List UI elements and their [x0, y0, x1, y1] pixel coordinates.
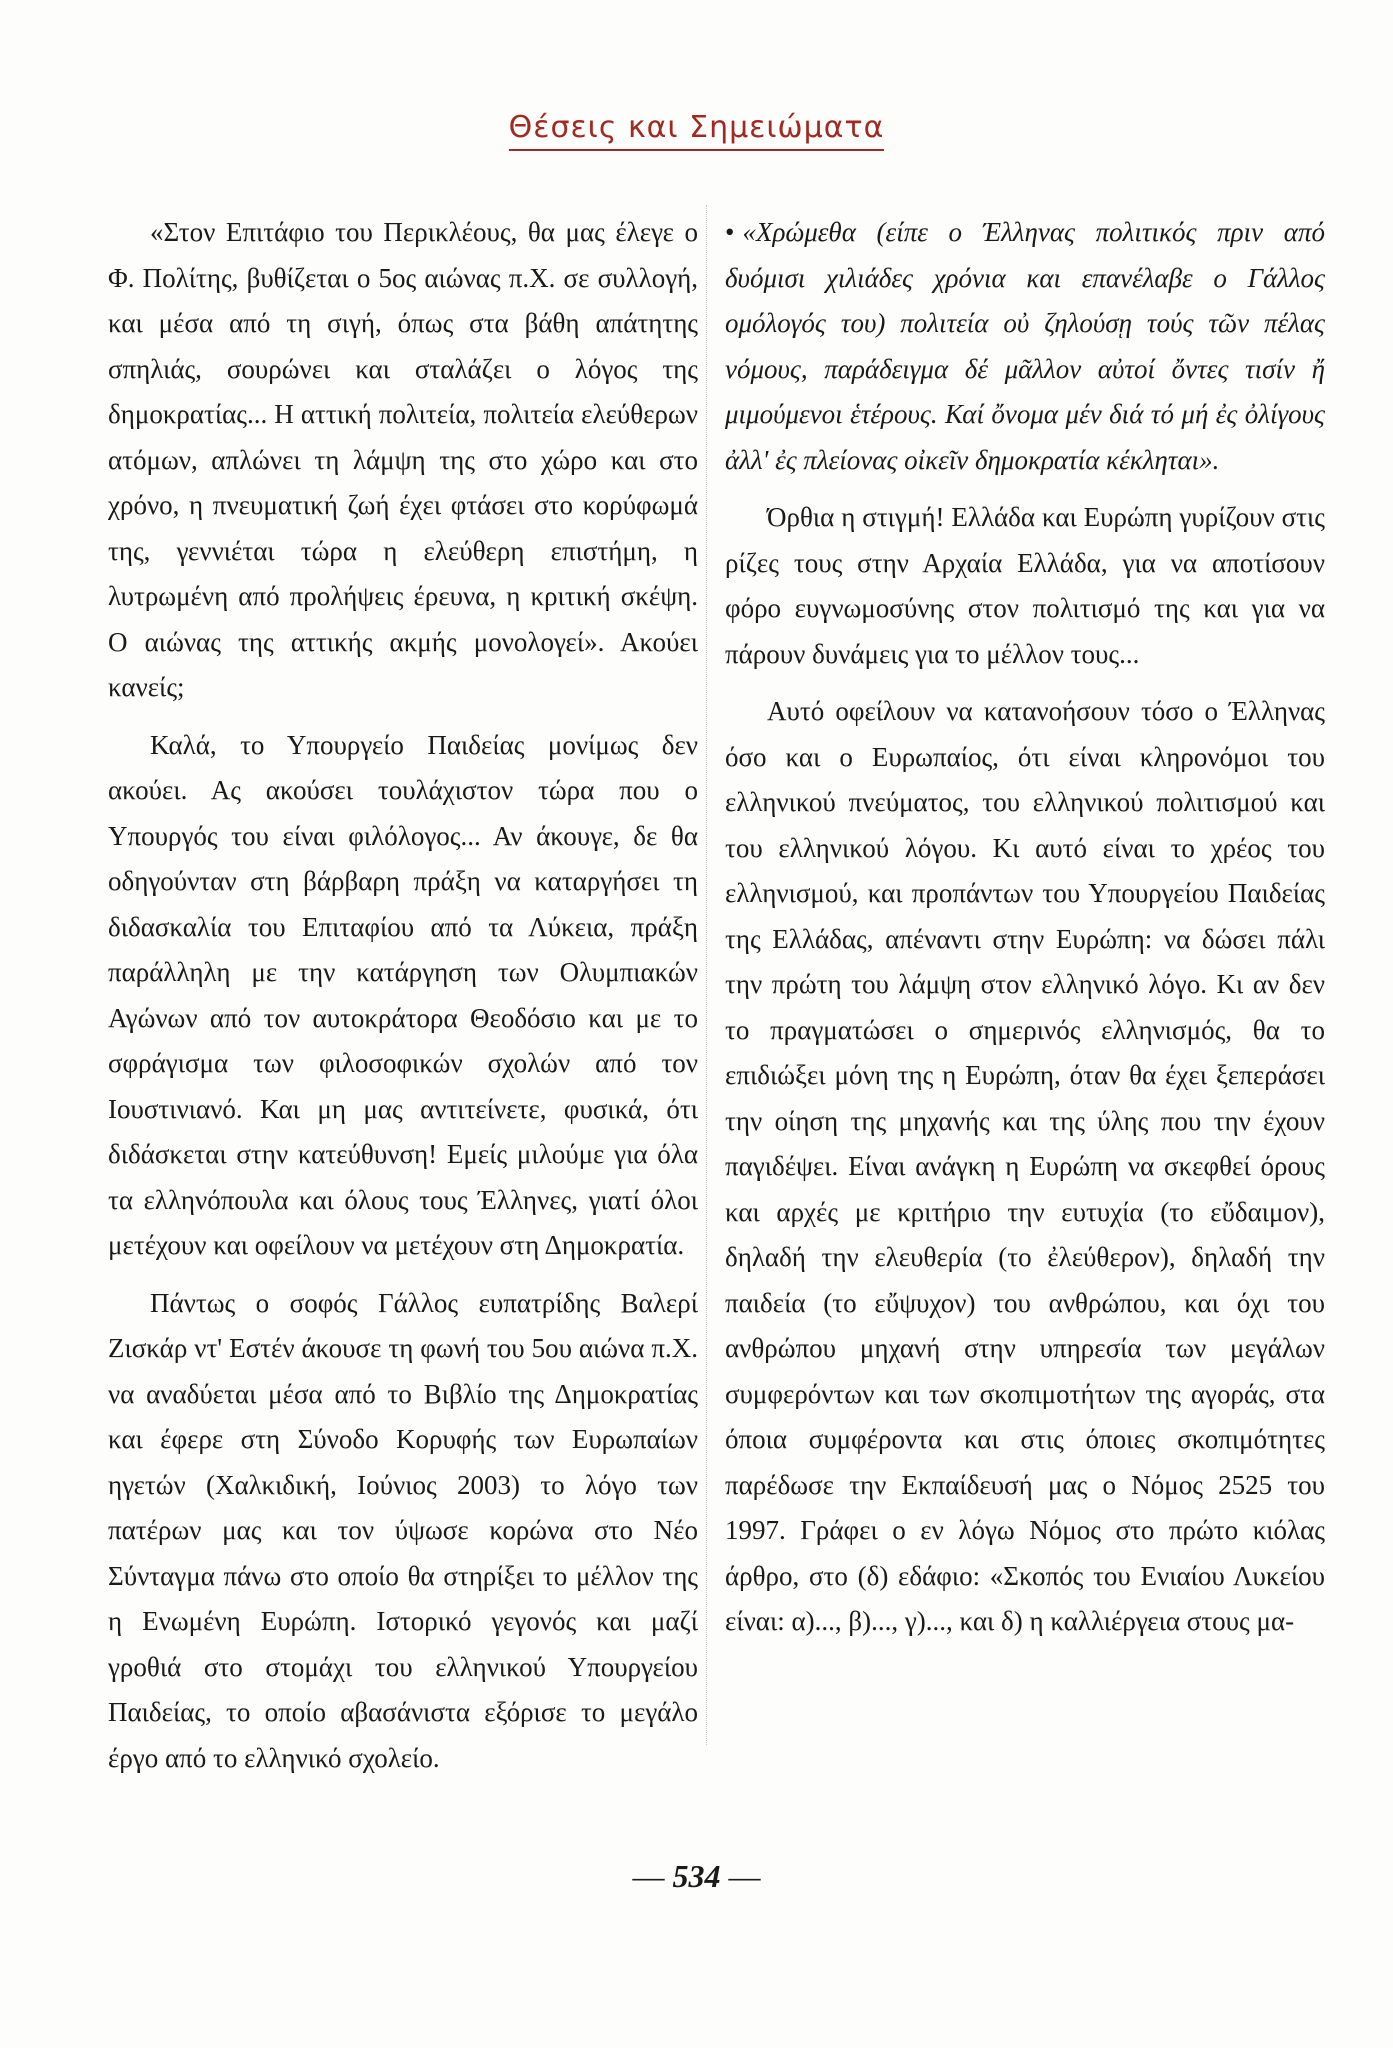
left-paragraph-2: Καλά, το Υπουργείο Παιδείας μονίμως δεν ακούει. Ας ακούσει τουλάχιστον τώρα που ο Υπουργός του είναι φιλόλογος... Αν άκουγε, δε θα οδηγούνταν στη βάρβαρη πράξη να καταργήσει τη διδασκαλία του Επιταφίου από τα Λύκεια, πράξη παράλληλη με την κατάργηση των Ολυμπιακών Αγώνων από τον αυτοκράτορα Θεοδόσιο και με το σφράγισμα των φιλοσοφικών σχολών από τον Ιουστινιανό. Και μη μας αντιτείνετε, φυσικά, ότι διδάσκεται στην κατεύθυνση! Εμείς μιλούμε για όλα τα ελληνόπουλα και όλους τους Έλληνες, γιατί όλοι μετέχουν και οφείλουν να μετέχουν στη Δημοκρατία. — [108, 729, 698, 1260]
page-number — [0, 1858, 1393, 1895]
quote-text: «Χρώμεθα (είπε ο Έλληνας πολιτικός πριν από δυόμισι χιλιάδες χρόνια και επανέλαβε ο Γάλλος ομόλογός του) πολιτεία οὐ ζηλούσῃ τούς τῶν πέλας νόμους, παράδειγμα δέ μᾶλλον αὐτοί ὄντες τισίν ἤ μιμούμενοι ἑτέρους. Καί ὄνομα μέν διά τό μή ἐς ὀλίγους ἀλλ' ἐς πλείονας οἰκεῖν δημοκρατία κέκληται». — [725, 217, 1325, 475]
left-column — [108, 210, 698, 1793]
bullet-icon: • — [725, 217, 735, 247]
column-divider — [706, 205, 707, 1745]
right-paragraph-1: Όρθια η στιγμή! Ελλάδα και Ευρώπη γυρίζουν στις ρίζες τους στην Αρχαία Ελλάδα, για να αποτίσουν φόρο ευγνωμοσύνης στον πολιτισμό της και για να πάρουν δυνάμεις για το μέλλον τους... — [725, 502, 1325, 669]
page-number-dash-right: — — [728, 1858, 761, 1894]
page-number-dash-left: — — [632, 1858, 665, 1894]
section-title: Θέσεις και Σημειώματα — [509, 110, 885, 151]
left-paragraph-1: «Στον Επιτάφιο του Περικλέους, θα μας έλεγε ο Φ. Πολίτης, βυθίζεται ο 5ος αιώνας π.Χ. σε συλλογή, και μέσα από τη σιγή, όπως στα βάθη απάτητης σπηλιάς, σουρώνει και σταλάζει ο λόγος της δημοκρατίας... Η αττική πολιτεία, πολιτεία ελεύθερων ατόμων, απλώνει τη λάμψη της στο χώρο και στο χρόνο, η πνευματική ζωή έχει φτάσει στο κορύφωμά της, γεννιέται τώρα η ελεύθερη επιστήμη, η λυτρωμένη από προλήψεις έρευνα, η κριτική σκέψη. Ο αιώνας της αττικής ακμής μονολογεί». Ακούει κανείς; — [108, 217, 698, 702]
right-column — [725, 210, 1325, 1657]
page-header — [0, 110, 1393, 151]
left-paragraph-3: Πάντως ο σοφός Γάλλος ευπατρίδης Βαλερί Ζισκάρ ντ' Εστέν άκουσε τη φωνή του 5ου αιώνα π.Χ. να αναδύεται μέσα από το Βιβλίο της Δημοκρατίας και έφερε στη Σύνοδο Κορυφής των Ευρωπαίων ηγετών (Χαλκιδική, Ιούνιος 2003) το λόγο των πατέρων μας και τον ύψωσε κορώνα στο Νέο Σύνταγμα πάνω στο οποίο θα στηρίξει το μέλλον της η Ενωμένη Ευρώπη. Ιστορικό γεγονός και μαζί γροθιά στο στομάχι του ελληνικού Υπουργείου Παιδείας, το οποίο αβασάνιστα εξόρισε το μεγάλο έργο από το ελληνικό σχολείο. — [108, 1287, 698, 1773]
quote-paragraph — [725, 210, 1325, 483]
right-paragraph-2: Αυτό οφείλουν να κατανοήσουν τόσο ο Έλληνας όσο και ο Ευρωπαίος, ότι είναι κληρονόμοι του ελληνικού πνεύματος, του ελληνικού πολιτισμού και του ελληνικού λόγου. Κι αυτό είναι το χρέος του ελληνισμού, και προπάντων του Υπουργείου Παιδείας της Ελλάδας, απέναντι στην Ευρώπη: να δώσει πάλι την πρώτη του λάμψη στον ελληνικό λόγο. Κι αν δεν το πραγματώσει ο σημερινός ελληνισμός, θα το επιδιώξει μόνη της η Ευρώπη, όταν θα έχει ξεπεράσει την οίηση της μηχανής και της ύλης που την έχουν παγιδέψει. Είναι ανάγκη η Ευρώπη να σκεφθεί όρους και αρχές με κριτήριο την ευτυχία (το εὔδαιμον), δηλαδή την ελευθερία (το ἐλεύθερον), δηλαδή την παιδεία (το εὔψυχον) του ανθρώπου, και όχι του ανθρώπου μηχανή στην υπηρεσία των μεγάλων συμφερόντων και των σκοπιμοτήτων της αγοράς, στα όποια συμφέροντα και στις όποιες σκοπιμότητες παρέδωσε την Εκπαίδευσή μας ο Νόμος 2525 του 1997. Γράφει ο εν λόγω Νόμος στο πρώτο κιόλας άρθρο, στο (δ) εδάφιο: «Σκοπός του Ενιαίου Λυκείου είναι: α)..., β)..., γ)..., και δ) η καλλιέργεια στους μα- — [725, 696, 1325, 1636]
page-number-value: 534 — [672, 1858, 721, 1894]
